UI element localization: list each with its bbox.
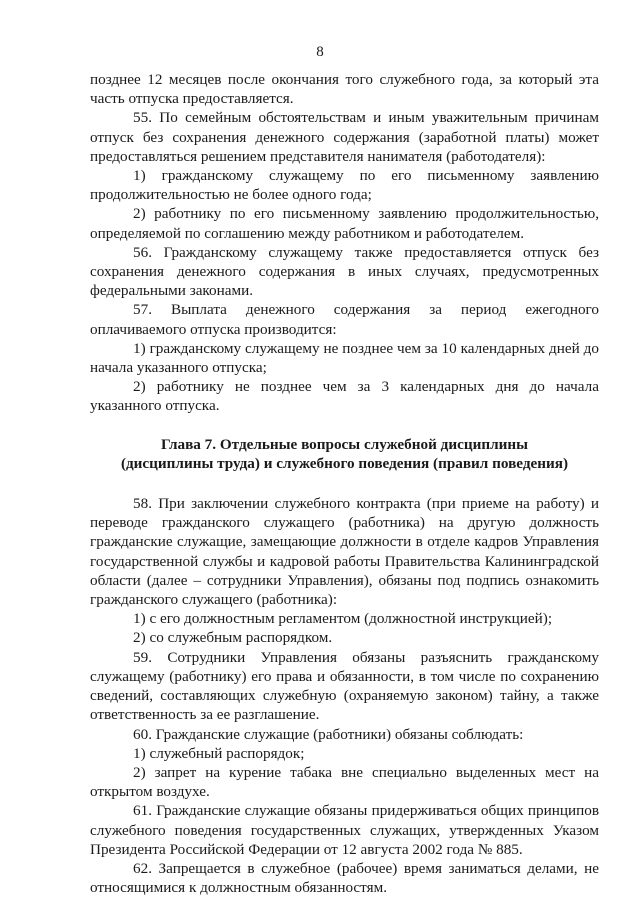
paragraph: 1) служебный распорядок; — [133, 744, 305, 762]
paragraph: 2) работнику по его письменному заявлению продолжительностью, определяемой по соглашению между работником и работодателем. — [90, 205, 599, 242]
paragraph: позднее 12 месяцев после окончания того служебного года, за который эта часть отпуска предоставляется. — [90, 71, 599, 108]
paragraph: 58. При заключении служебного контракта (при приеме на работу) и переводе гражданского служащего (работника) на другую должность гражданские служащие, замещающие должности в отделе кадров Управления государственной службы и кадровой работы Правительства Калининградской области (далее – сотрудники Управления), обязаны под подпись ознакомить гражданского служащего (работника): — [90, 495, 599, 609]
paragraphs-before — [90, 70, 599, 416]
paragraph: 60. Гражданские служащие (работники) обязаны соблюдать: — [133, 725, 524, 743]
paragraph: 62. Запрещается в служебное (рабочее) время заниматься делами, не относящимися к должностным обязанностям. — [90, 859, 599, 897]
paragraphs-after — [90, 494, 599, 897]
paragraph: 1) гражданскому служащему не позднее чем за 10 календарных дней до начала указанного отпуска; — [90, 339, 599, 377]
page-number: 8 — [316, 44, 324, 60]
paragraph: 61. Гражданские служащие обязаны придерживаться общих принципов служебного поведения государственных служащих, утвержденных Указом Президента Российской Федерации от 12 августа 2002 года № 885. — [90, 802, 599, 858]
document-body — [90, 70, 599, 897]
paragraph: 2) запрет на курение табака вне специально выделенных мест на открытом воздухе. — [90, 763, 599, 801]
paragraph: 1) с его должностным регламентом (должностной инструкцией); — [133, 610, 553, 628]
chapter-heading-line-1: Глава 7. Отдельные вопросы служебной дисциплины — [161, 435, 528, 453]
chapter-heading — [90, 435, 599, 473]
paragraph: 2) работнику не позднее чем за 3 календарных дня до начала указанного отпуска. — [90, 378, 599, 415]
paragraph: 59. Сотрудники Управления обязаны разъяснить гражданскому служащему (работнику) его права и обязанности, в том числе по сохранению сведений, составляющих служебную (охраняемую законом) тайну, а также ответственность за ее разглашение. — [90, 648, 599, 724]
chapter-heading-line-2: (дисциплины труда) и служебного поведения (правил поведения) — [120, 454, 569, 472]
paragraph: 1) гражданскому служащему по его письменному заявлению продолжительностью не более одного года; — [90, 167, 599, 204]
paragraph: 57. Выплата денежного содержания за период ежегодного оплачиваемого отпуска производится: — [90, 301, 599, 338]
paragraph: 56. Гражданскому служащему также предоставляется отпуск без сохранения денежного содержания в иных случаях, предусмотренных федеральными законами. — [90, 243, 599, 300]
paragraph: 2) со служебным распорядком. — [133, 629, 333, 647]
paragraph: 55. По семейным обстоятельствам и иным уважительным причинам отпуск без сохранения денежного содержания (заработной платы) может предоставляться решением представителя нанимателя (работодателя): — [90, 109, 599, 165]
